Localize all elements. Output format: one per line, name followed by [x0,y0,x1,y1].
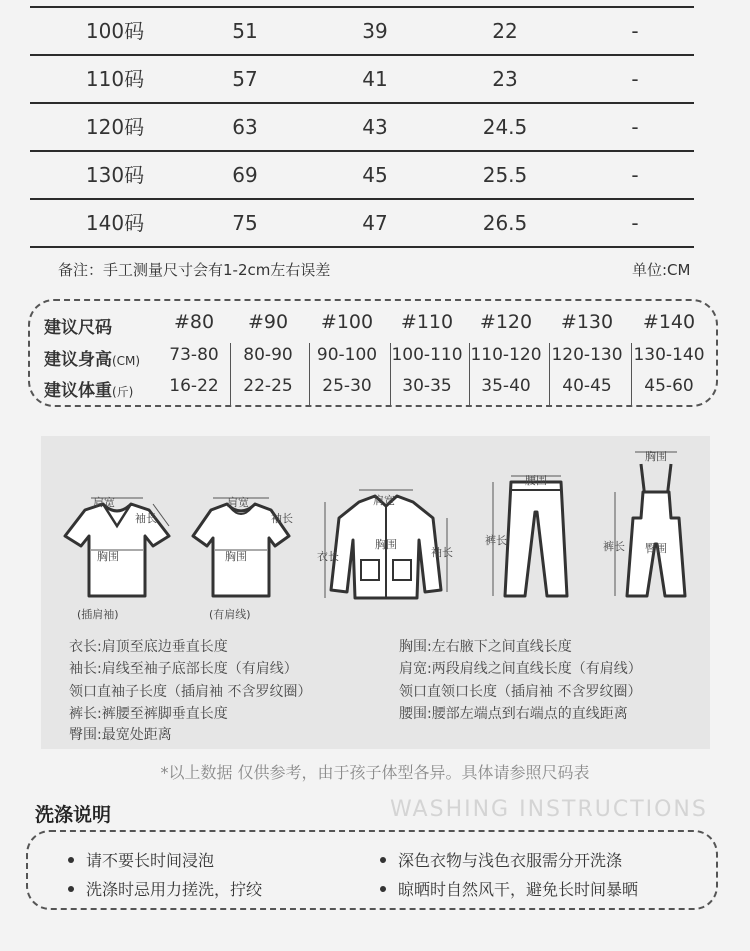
height-range: 120-130 [551,345,623,365]
table-cell: 41 [362,67,388,91]
size-code: #130 [560,311,614,333]
weight-range: 40-45 [562,376,612,396]
size-code: #110 [400,311,454,333]
size-code: #90 [247,311,289,333]
washing-box [26,830,718,910]
recommend-header-row [30,311,716,343]
recommend-size-label: 建议尺码 [44,318,112,338]
table-cell: 26.5 [482,211,528,235]
sleeve-length-label: 袖长 [431,546,453,559]
recommend-size-box [28,299,718,407]
weight-range: 22-25 [243,376,293,396]
chest-label: 胸围 [645,450,667,463]
table-cell: - [631,67,639,91]
bullet-icon [68,857,74,863]
table-cell: 63 [232,115,258,139]
chest-label: 胸围 [97,550,119,563]
table-cell: 25.5 [482,163,528,187]
table-row [30,56,694,104]
table-cell: 75 [232,211,258,235]
chest-label: 胸围 [375,538,397,551]
column-divider [549,343,550,405]
shoulder-width-label: 肩宽 [227,496,249,509]
table-cell: 39 [362,19,388,43]
size-code: #120 [479,311,533,333]
weight-range: 16-22 [169,376,219,396]
table-cell: 100码 [85,19,145,43]
unit-label: 单位:CM [632,261,691,279]
column-divider [390,343,391,405]
raglan-caption: (插肩袖) [77,608,119,621]
weight-range: 25-30 [322,376,372,396]
washing-title: 洗涤说明 [35,804,112,826]
pants-length-label: 裤长 [603,540,625,553]
definition-text: 领口直领口长度（插肩袖 不含罗纹圈） [399,684,642,700]
body-length-label: 衣长 [317,550,339,563]
definition-text: 领口直袖子长度（插肩袖 不含罗纹圈） [69,684,312,700]
definition-text: 腰围:腰部左端点到右端点的直线距离 [399,706,628,722]
chest-label: 胸围 [225,550,247,563]
sleeve-length-label: 袖长 [271,512,293,525]
table-cell: - [631,163,639,187]
size-code: #140 [642,311,696,333]
washing-item: 晾晒时自然风干，避免长时间暴晒 [380,877,638,900]
definition-text: 袖长:肩线至袖子底部长度（有肩线） [69,661,298,677]
table-cell: 22 [492,19,518,43]
size-code: #100 [320,311,374,333]
table-cell: - [631,19,639,43]
weight-range: 35-40 [481,376,531,396]
definition-text: 肩宽:两段肩线之间直线长度（有肩线） [399,661,642,677]
size-code: #80 [173,311,215,333]
column-divider [230,343,231,405]
reference-note: *以上数据 仅供参考，由于孩子体型各异。具体请参照尺码表 [160,763,590,782]
table-cell: - [631,211,639,235]
washing-item: 深色衣物与浅色衣服需分开洗涤 [380,848,622,871]
height-range: 110-120 [470,345,542,365]
table-cell: 51 [232,19,258,43]
weight-label: 建议体重(斤) [44,381,134,401]
height-label: 建议身高(CM) [44,350,141,370]
height-range: 73-80 [169,345,219,365]
shoulder-width-label: 肩宽 [93,496,115,509]
table-cell: 24.5 [482,115,528,139]
table-cell: - [631,115,639,139]
bullet-icon [380,886,386,892]
table-row [30,104,694,152]
table-row [30,152,694,200]
hip-label: 臀围 [645,542,667,555]
washing-item: 请不要长时间浸泡 [68,848,214,871]
overalls-icon [605,448,705,604]
pants-length-label: 裤长 [485,534,507,547]
bullet-icon [68,886,74,892]
height-range: 90-100 [316,345,378,365]
height-range: 80-90 [243,345,293,365]
washing-item: 洗涤时忌用力搓洗，拧绞 [68,877,262,900]
column-divider [631,343,632,405]
definition-text: 胸围:左右腋下之间直线长度 [399,639,572,655]
recommend-weight-row [30,376,716,408]
height-range: 130-140 [633,345,705,365]
table-cell: 47 [362,211,388,235]
definition-text: 臀围:最宽处距离 [69,727,172,743]
definition-text: 裤长:裤腰至裤脚垂直长度 [69,706,228,722]
washing-title-en: WASHING INSTRUCTIONS [390,797,708,822]
size-table [30,0,694,248]
table-cell: 140码 [85,211,145,235]
waist-label: 腰围 [525,474,547,487]
table-cell: 110码 [85,67,145,91]
table-cell: 43 [362,115,388,139]
table-cell: 69 [232,163,258,187]
recommend-height-row [30,345,716,377]
sleeve-length-label: 袖长 [135,512,157,525]
measurement-panel [41,436,710,749]
height-range: 100-110 [391,345,463,365]
measurement-note: 备注：手工测量尺寸会有1-2cm左右误差 [58,261,331,279]
weight-range: 45-60 [644,376,694,396]
column-divider [469,343,470,405]
bullet-icon [380,857,386,863]
column-divider [309,343,310,405]
table-cell: 45 [362,163,388,187]
weight-range: 30-35 [402,376,452,396]
table-row [30,200,694,248]
definition-text: 衣长:肩顶至底边垂直长度 [69,639,228,655]
table-row [30,6,694,56]
table-cell: 23 [492,67,518,91]
table-cell: 120码 [85,115,145,139]
table-cell: 57 [232,67,258,91]
shoulder-width-label: 肩宽 [373,494,395,507]
table-cell: 130码 [85,163,145,187]
shoulder-seam-caption: (有肩线) [209,608,251,621]
